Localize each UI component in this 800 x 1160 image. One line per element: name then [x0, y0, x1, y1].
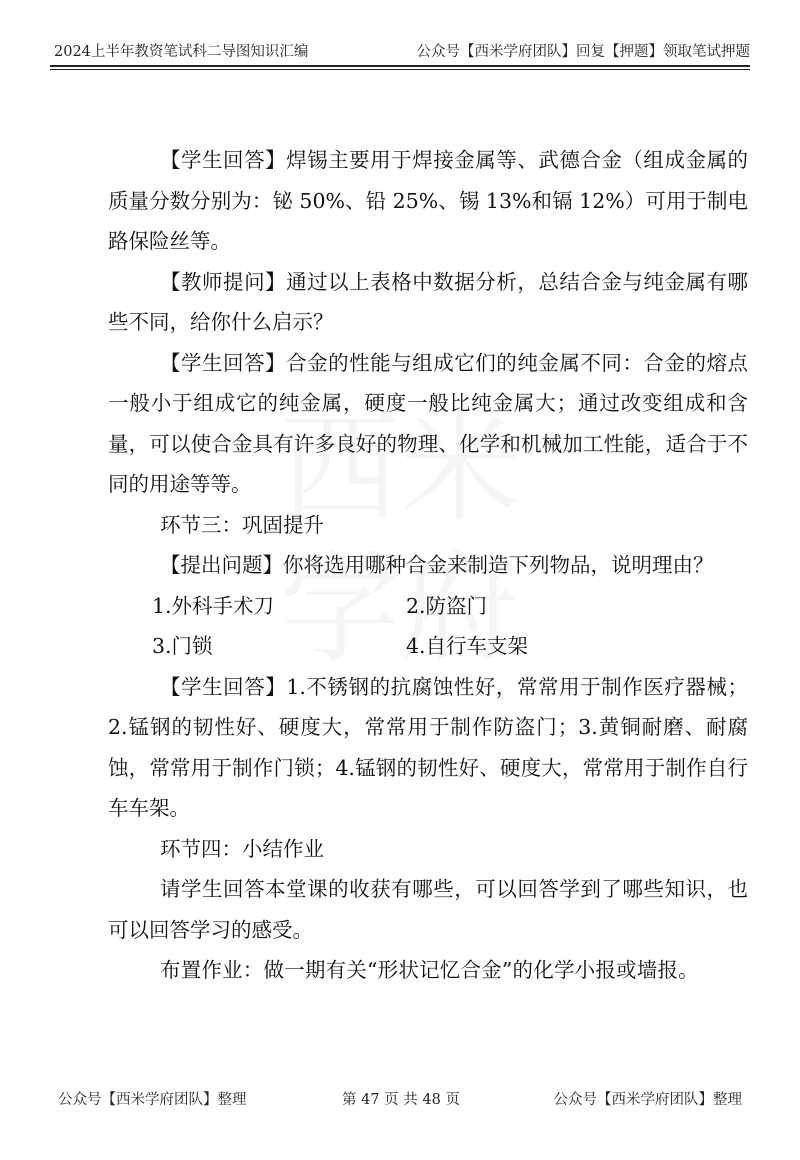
header-rule-thick [50, 65, 750, 67]
item-row-2 [108, 626, 748, 667]
list-item: 3.门锁 [152, 634, 213, 658]
list-item: 4.自行车支架 [406, 634, 529, 658]
section-heading-4: 环节四：小结作业 [160, 836, 324, 861]
header-rule-thin [50, 69, 750, 70]
paragraph-homework: 布置作业：做一期有关“形状记忆合金”的化学小报或墙报。 [160, 958, 699, 982]
page-header [50, 30, 750, 70]
section-heading-3: 环节三：巩固提升 [160, 512, 324, 537]
footer-right: 公众号【西米学府团队】整理 [553, 1092, 742, 1108]
paragraph-student-answer-3: 【学生回答】1.不锈钢的抗腐蚀性好，常常用于制作医疗器械；2.锰钢的韧性好、硬度大，常常用于制作防盗门；3.黄铜耐磨、耐腐蚀，常常用于制作门锁；4.锰钢的韧性好、硬度大，常常用于制作自行车车架。 [108, 674, 748, 820]
list-item: 1.外科手术刀 [152, 593, 275, 618]
header-title: 2024上半年教资笔试科二导图知识汇编 [54, 44, 309, 60]
paragraph-question: 【提出问题】你将选用哪种合金来制造下列物品，说明理由？ [160, 553, 714, 577]
item-row-1 [108, 586, 748, 627]
paragraph-student-answer-1: 【学生回答】焊锡主要用于焊接金属等、武德合金（组成金属的质量分数分别为：铋 50%、铅 25%、锡 13%和镉 12%）可用于制电路保险丝等。 [108, 148, 748, 253]
document-body [108, 140, 748, 991]
header-promo: 公众号【西米学府团队】回复【押题】领取笔试押题 [416, 44, 750, 60]
paragraph-summary: 请学生回答本堂课的收获有哪些，可以回答学到了哪些知识，也可以回答学习的感受。 [108, 877, 748, 942]
footer-left: 公众号【西米学府团队】整理 [58, 1092, 247, 1108]
paragraph-teacher-question: 【教师提问】通过以上表格中数据分析，总结合金与纯金属有哪些不同，给你什么启示？ [108, 269, 748, 334]
page-number: 第 47 页 共 48 页 [342, 1092, 460, 1108]
list-item: 2.防盗门 [406, 593, 488, 618]
paragraph-student-answer-2: 【学生回答】合金的性能与组成它们的纯金属不同：合金的熔点一般小于组成它的纯金属，硬度一般比纯金属大；通过改变组成和含量，可以使合金具有许多良好的物理、化学和机械加工性能，适合于不同的用途等等。 [108, 350, 748, 496]
